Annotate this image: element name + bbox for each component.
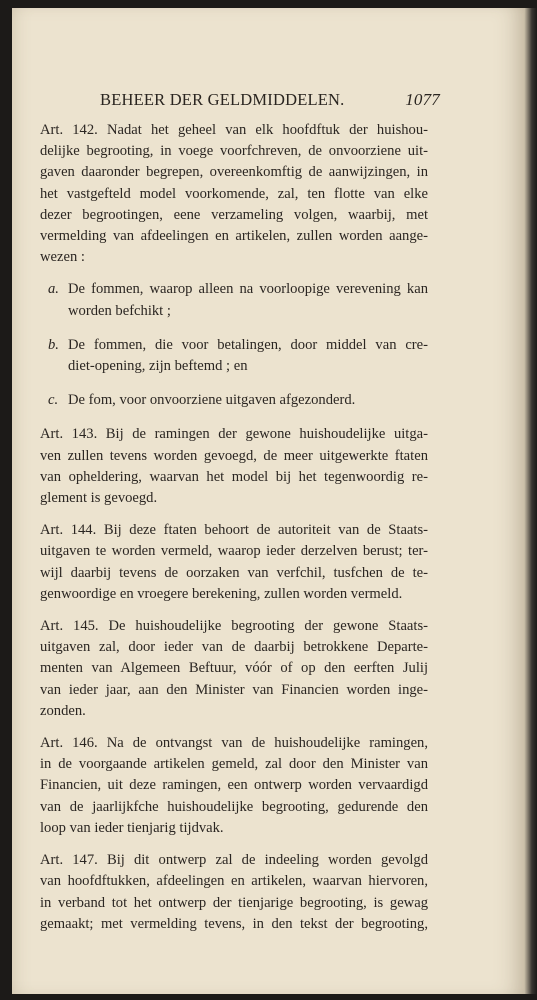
- text-line: Art. 142. Nadat het geheel van elk hoofdftuk der huishou-: [40, 122, 428, 138]
- text-line: genwoordige en vroegere berekening, zullen worden vermeld.: [40, 585, 403, 602]
- article-146: [40, 733, 428, 839]
- text-line: worden befchikt ;: [68, 302, 171, 319]
- text-line: gemaakt; met vermelding tevens, in den tekst der begrooting,: [40, 915, 428, 932]
- text-line: van de jaarlijkfche huishoudelijke begrooting, gedurende den: [40, 798, 428, 815]
- article-143: [40, 424, 428, 509]
- text-line: menten van Algemeen Beftuur, vóór of op den eerften Julij: [40, 660, 428, 677]
- item-label: b.: [48, 336, 59, 353]
- text-line: De fommen, waarop alleen na voorloopige verevening kan: [68, 281, 428, 298]
- text-line: Art. 147. Bij dit ontwerp zal de indeeling worden gevolgd: [40, 852, 428, 869]
- text-line: loop van ieder tienjarig tijdvak.: [40, 819, 224, 836]
- text-line: Art. 143. Bij de ramingen der gewone huishoudelijke uitga-: [40, 426, 428, 443]
- page-edge-shadow: [524, 8, 537, 994]
- article-147: [40, 850, 428, 935]
- text-line: vermelding van afdeelingen en artikelen, zullen worden aange-: [40, 228, 428, 245]
- article-145: [40, 616, 428, 722]
- text-line: uitgaven zal, door ieder van de daarbij betrokkene Departe-: [40, 639, 428, 656]
- book-page: [12, 8, 524, 994]
- list-item-c: [40, 390, 428, 411]
- item-label: a.: [48, 281, 59, 298]
- text-line: het vastgefteld model voorkomende, zal, ten flotte van elke: [40, 185, 428, 202]
- text-line: in de voorgaande artikelen gemeld, zal door den Minister van: [40, 756, 428, 773]
- text-line: wezen :: [40, 249, 85, 266]
- text-line: zonden.: [40, 702, 86, 719]
- text-line: ven zullen tevens worden gevoegd, de meer uitgewerkte ftaten: [40, 447, 428, 464]
- text-line: wijl daarbij tevens de oorzaken van verfchil, tusfchen de te-: [40, 564, 428, 581]
- body-text: [40, 120, 428, 946]
- list-item-b: [40, 335, 428, 377]
- page-number: 1077: [405, 90, 440, 109]
- text-line: Art. 144. Bij deze ftaten behoort de autoriteit van de Staats-: [40, 522, 428, 539]
- text-line: van opheldering, waarvan het model bij het tegenwoordig re-: [40, 468, 428, 485]
- text-line: dezer begrootingen, eene verzameling volgen, waarbij, met: [40, 206, 428, 223]
- text-line: Art. 146. Na de ontvangst van de huishoudelijke ramingen,: [40, 735, 428, 752]
- text-line: in verband tot het ontwerp der tienjarige begrooting, is gewag: [40, 894, 428, 911]
- text-line: van hoofdftukken, afdeelingen en artikelen, waarvan hiervoren,: [40, 873, 428, 890]
- text-line: Financien, uit deze ramingen, een ontwerp worden vervaardigd: [40, 777, 428, 794]
- list-item-a: [40, 279, 428, 321]
- text-line: diet-opening, zijn beftemd ; en: [68, 358, 248, 375]
- text-line: gaven daaronder begrepen, overeenkomftig de aanwijzingen, in: [40, 164, 428, 181]
- text-line: uitgaven te worden vermeld, waarop ieder derzelven berust; ter-: [40, 543, 428, 560]
- running-title: BEHEER DER GELDMIDDELEN.: [100, 90, 345, 109]
- item-label: c.: [48, 392, 59, 409]
- article-142: [40, 120, 428, 268]
- article-144: [40, 520, 428, 605]
- text-line: De fom, voor onvoorziene uitgaven afgezonderd.: [68, 392, 356, 409]
- text-line: van ieder jaar, aan den Minister van Financien worden inge-: [40, 681, 428, 698]
- text-line: delijke begrooting, in voege voorfchreven, de onvoorziene uit-: [40, 143, 428, 160]
- text-line: glement is gevoegd.: [40, 490, 158, 507]
- text-line: Art. 145. De huishoudelijke begrooting der gewone Staats-: [40, 618, 428, 635]
- text-line: De fommen, die voor betalingen, door middel van cre-: [68, 336, 428, 353]
- running-header: [100, 90, 440, 110]
